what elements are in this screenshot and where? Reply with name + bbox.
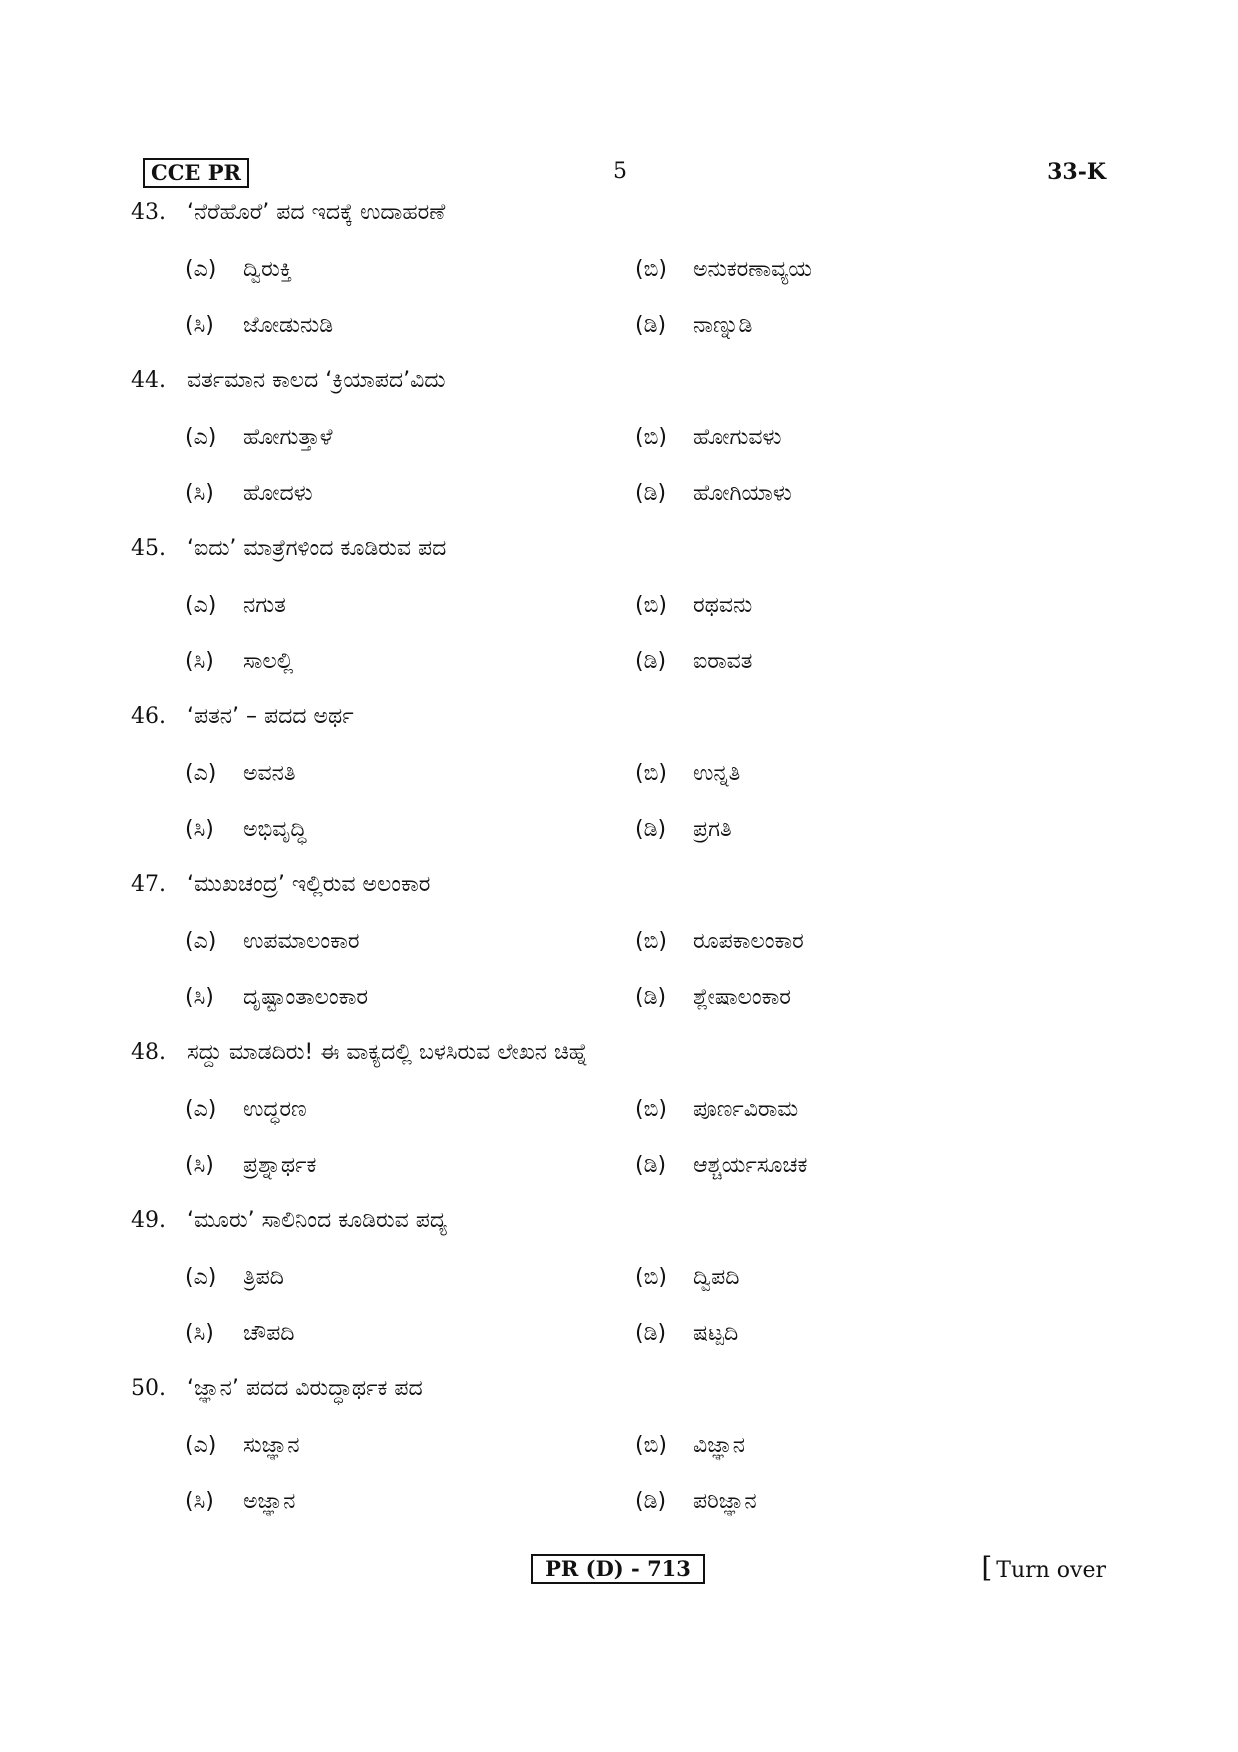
- question-text: ‘ಜ್ಞಾನ’ ಪದದ ವಿರುದ್ಧಾರ್ಥಕ ಪದ: [187, 1376, 423, 1401]
- answer-option: [185, 810, 306, 850]
- option-text: ನಾಣ್ನುಡಿ: [693, 313, 753, 338]
- question-text: ‘ಮೂರು’ ಸಾಲಿನಿಂದ ಕೂಡಿರುವ ಪದ್ಯ: [187, 1208, 448, 1233]
- answer-option: [185, 586, 286, 626]
- question-text: ಸದ್ದು ಮಾಡದಿರು! ಈ ವಾಕ್ಯದಲ್ಲಿ ಬಳಸಿರುವ ಲೇಖನ ಚಿಹ್ನೆ: [187, 1040, 588, 1065]
- question-item: [0, 1200, 1238, 1368]
- page-footer: [0, 1551, 1238, 1588]
- option-text: ಹೋಗಿಯಾಳು: [693, 481, 792, 506]
- question-item: [0, 1032, 1238, 1200]
- option-text: ಪರಿಜ್ಞಾನ: [693, 1489, 757, 1514]
- question-list: [0, 192, 1238, 1536]
- option-label: (ಎ): [185, 257, 217, 282]
- answer-option: [185, 474, 313, 514]
- option-text: ಪ್ರಗತಿ: [693, 817, 732, 842]
- option-text: ಆಶ್ಚರ್ಯಸೂಚಕ: [693, 1153, 808, 1178]
- option-label: (ಡಿ): [635, 1489, 667, 1514]
- question-text: ‘ಐದು’ ಮಾತ್ರೆಗಳಿಂದ ಕೂಡಿರುವ ಪದ: [187, 536, 447, 561]
- option-label: (ಸಿ): [185, 985, 214, 1010]
- answer-option: [185, 1482, 295, 1522]
- question-stem: [131, 532, 446, 566]
- question-stem: [131, 1204, 447, 1238]
- answer-option: [635, 1146, 807, 1186]
- option-text: ವಿಜ್ಞಾನ: [693, 1433, 746, 1458]
- answer-option: [635, 1482, 757, 1522]
- answer-option: [635, 1426, 745, 1466]
- question-stem: [131, 196, 445, 230]
- answer-option: [635, 250, 812, 290]
- answer-option: [635, 642, 752, 682]
- question-number: 45.: [131, 536, 166, 561]
- question-number: 50.: [131, 1376, 166, 1401]
- option-label: (ಎ): [185, 1097, 217, 1122]
- answer-option: [185, 978, 368, 1018]
- option-label: (ಬಿ): [635, 257, 667, 282]
- question-number: 44.: [131, 368, 166, 393]
- answer-option: [185, 754, 296, 794]
- answer-option: [635, 306, 752, 346]
- question-item: [0, 696, 1238, 864]
- option-text: ತ್ರಿಪದಿ: [243, 1265, 284, 1290]
- answer-option: [185, 1314, 295, 1354]
- answer-option: [635, 1090, 798, 1130]
- answer-option: [635, 978, 791, 1018]
- turn-over-bracket: [: [981, 1551, 993, 1584]
- option-label: (ಬಿ): [635, 1265, 667, 1290]
- question-stem: [131, 1372, 423, 1406]
- answer-option: [185, 1090, 307, 1130]
- option-label: (ಡಿ): [635, 1153, 667, 1178]
- option-label: (ಡಿ): [635, 649, 667, 674]
- option-text: ಅನುಕರಣಾವ್ಯಯ: [693, 257, 812, 282]
- header-badge: CCE PR: [143, 158, 249, 188]
- option-text: ಉದ್ಧರಣ: [243, 1097, 307, 1122]
- turn-over-text: Turn over: [996, 1558, 1106, 1583]
- option-text: ದ್ವಿಪದಿ: [693, 1265, 740, 1290]
- option-text: ಸಾಲಲ್ಲಿ: [243, 649, 294, 674]
- option-text: ಉಪಮಾಲಂಕಾರ: [243, 929, 360, 954]
- option-label: (ಬಿ): [635, 425, 667, 450]
- option-text: ಐರಾವತ: [693, 649, 753, 674]
- option-text: ಚೌಪದಿ: [243, 1321, 295, 1346]
- answer-option: [635, 474, 792, 514]
- option-label: (ಎ): [185, 929, 217, 954]
- option-text: ದೃಷ್ಟಾಂತಾಲಂಕಾರ: [243, 985, 368, 1010]
- page-number: 5: [613, 159, 627, 184]
- option-label: (ಎ): [185, 1433, 217, 1458]
- option-label: (ಡಿ): [635, 313, 667, 338]
- answer-option: [185, 1258, 284, 1298]
- answer-option: [635, 810, 732, 850]
- option-label: (ಸಿ): [185, 1489, 214, 1514]
- option-label: (ಸಿ): [185, 313, 214, 338]
- option-text: ಷಟ್ಪದಿ: [693, 1321, 739, 1346]
- option-label: (ಸಿ): [185, 1153, 214, 1178]
- option-label: (ಎ): [185, 761, 217, 786]
- option-text: ಅಭಿವೃದ್ಧಿ: [243, 817, 307, 842]
- option-label: (ಸಿ): [185, 817, 214, 842]
- answer-option: [635, 1314, 738, 1354]
- option-label: (ಸಿ): [185, 481, 214, 506]
- answer-option: [185, 306, 333, 346]
- footer-code: PR (D) - 713: [531, 1554, 705, 1584]
- answer-option: [635, 418, 781, 458]
- option-label: (ಎ): [185, 425, 217, 450]
- question-number: 46.: [131, 704, 166, 729]
- question-item: [0, 1368, 1238, 1536]
- answer-option: [185, 418, 333, 458]
- question-stem: [131, 364, 445, 398]
- question-item: [0, 192, 1238, 360]
- answer-option: [635, 922, 804, 962]
- question-number: 48.: [131, 1040, 166, 1065]
- option-label: (ಬಿ): [635, 1433, 667, 1458]
- question-number: 49.: [131, 1208, 166, 1233]
- answer-option: [635, 754, 740, 794]
- question-stem: [131, 700, 354, 734]
- option-text: ಅಜ್ಞಾನ: [243, 1489, 296, 1514]
- option-label: (ಎ): [185, 1265, 217, 1290]
- question-number: 47.: [131, 872, 166, 897]
- paper-code: 33-K: [1047, 159, 1106, 185]
- option-text: ಉನ್ನತಿ: [693, 761, 741, 786]
- option-label: (ಡಿ): [635, 1321, 667, 1346]
- question-item: [0, 360, 1238, 528]
- option-text: ರೂಪಕಾಲಂಕಾರ: [693, 929, 804, 954]
- option-text: ದ್ವಿರುಕ್ತಿ: [243, 257, 292, 282]
- option-label: (ಡಿ): [635, 817, 667, 842]
- option-text: ಪೂರ್ಣವಿರಾಮ: [693, 1097, 799, 1122]
- question-number: 43.: [131, 200, 166, 225]
- turn-over-note: [981, 1551, 1106, 1585]
- option-label: (ಡಿ): [635, 481, 667, 506]
- option-label: (ಬಿ): [635, 929, 667, 954]
- option-label: (ಎ): [185, 593, 217, 618]
- answer-option: [185, 642, 293, 682]
- question-text: ‘ಪತನ’ – ಪದದ ಅರ್ಥ: [187, 704, 354, 729]
- option-label: (ಬಿ): [635, 593, 667, 618]
- question-text: ‘ಮುಖಚಂದ್ರ’ ಇಲ್ಲಿರುವ ಅಲಂಕಾರ: [187, 872, 431, 897]
- option-label: (ಡಿ): [635, 985, 667, 1010]
- answer-option: [185, 1146, 316, 1186]
- option-label: (ಬಿ): [635, 1097, 667, 1122]
- option-text: ಸುಜ್ಞಾನ: [243, 1433, 300, 1458]
- option-text: ಅವನತಿ: [243, 761, 296, 786]
- question-text: ‘ನೆರೆಹೊರೆ’ ಪದ ಇದಕ್ಕೆ ಉದಾಹರಣೆ: [187, 200, 446, 225]
- answer-option: [635, 586, 752, 626]
- option-text: ಜೋಡುನುಡಿ: [243, 313, 334, 338]
- question-text: ವರ್ತಮಾನ ಕಾಲದ ‘ಕ್ರಿಯಾಪದ’ವಿದು: [187, 368, 446, 393]
- question-stem: [131, 868, 430, 902]
- option-label: (ಸಿ): [185, 1321, 214, 1346]
- option-label: (ಬಿ): [635, 761, 667, 786]
- answer-option: [635, 1258, 739, 1298]
- option-text: ಹೋಗುತ್ತಾಳೆ: [243, 425, 333, 450]
- option-text: ನಗುತ: [243, 593, 286, 618]
- option-text: ಹೋದಳು: [243, 481, 313, 506]
- option-text: ಹೋಗುವಳು: [693, 425, 782, 450]
- question-item: [0, 864, 1238, 1032]
- option-label: (ಸಿ): [185, 649, 214, 674]
- answer-option: [185, 922, 359, 962]
- answer-option: [185, 1426, 300, 1466]
- option-text: ಶ್ಲೇಷಾಲಂಕಾರ: [693, 985, 791, 1010]
- question-item: [0, 528, 1238, 696]
- answer-option: [185, 250, 292, 290]
- question-stem: [131, 1036, 588, 1070]
- option-text: ರಥವನು: [693, 593, 753, 618]
- page-header: [0, 158, 1238, 188]
- option-text: ಪ್ರಶ್ನಾರ್ಥಕ: [243, 1153, 317, 1178]
